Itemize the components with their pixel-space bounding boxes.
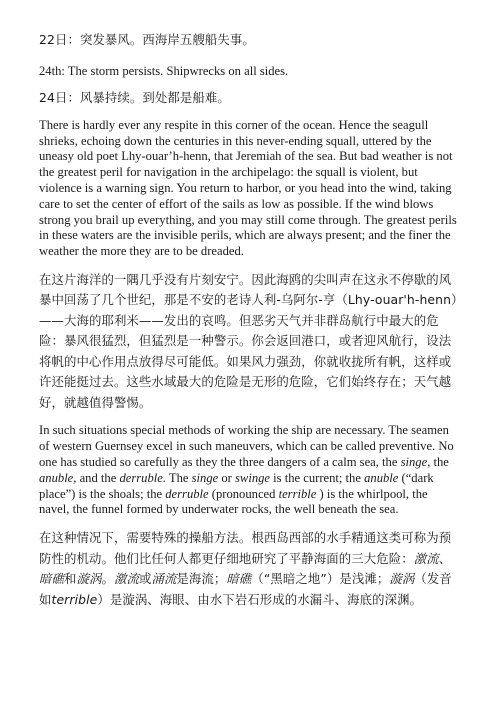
italic-term: 漩涡 — [76, 571, 102, 587]
italic-term: swinge — [235, 470, 271, 485]
ship-methods-paragraph-english — [39, 423, 461, 518]
italic-term: 暗礁 — [226, 571, 252, 587]
italic-term: 激流 — [113, 571, 139, 587]
italic-term: anuble — [364, 470, 399, 485]
text-run: 。 — [101, 571, 114, 587]
text-run: （“黑暗之地”）是浅滩； — [251, 571, 390, 587]
italic-term: 暗礁 — [39, 571, 64, 587]
text-run: ）是漩涡、海眼、由水下岩石形成的水漏斗、海底的深渊。 — [97, 591, 423, 607]
ship-methods-paragraph-chinese — [39, 528, 461, 610]
text-run: , and the — [73, 470, 120, 485]
text-run: 在这种情况下，需要特殊的操船方法。根西岛西部的水手精通这类可称为预防性的机动。他们比任何人都更仔细地研究了平静海面的三大危险： — [39, 530, 452, 566]
text-run: or — [218, 470, 236, 485]
italic-term: 涌流 — [151, 571, 177, 587]
italic-term: singe — [400, 455, 428, 470]
italic-term: derruble. — [119, 470, 166, 485]
text-run: 和 — [63, 571, 77, 587]
text-run: In such situations special methods of working the ship are necessary. The seamen of western Guernsey excel in such maneuvers, which can be called preventive. No one has studied so carefully as they the three dangers of a calm sea, the — [39, 423, 454, 470]
text-run: 、 — [438, 550, 452, 566]
italic-term: terrible — [278, 486, 317, 501]
italic-term: 漩涡 — [389, 571, 415, 587]
text-run: The — [165, 470, 192, 485]
text-run: ) is the whirlpool, the navel, the funnel formed by underwater rocks, the well beneath the sea. — [39, 486, 428, 517]
ocean-perils-paragraph-chinese: 在这片海洋的一隅几乎没有片刻安宁。因此海鸥的尖叫声在这永不停歇的风暴中回荡了几个世纪，那是不安的老诗人利-乌阿尔-亨（Lhy-ouar'h-henn）——大海的耶利米——发出的哀鸣。但恶劣天气并非群岛航行中最大的危险：暴风很猛烈，但猛烈是一种警示。你会返回港口，或者迎风航行，设法将帆的中心作用点放得尽可能低。如果风力强劲，你就收拢所有帆，这样或许还能挺过去。这些水域最大的危险是无形的危险，它们始终存在；天气越好，就越值得警惕。 — [39, 271, 458, 410]
italic-term: terrible — [51, 591, 98, 607]
text-run: is the current; the — [270, 470, 365, 485]
log-entry-22-chinese: 22日：突发暴风。西海岸五艘船失事。 — [39, 32, 255, 47]
ocean-perils-paragraph-english: There is hardly ever any respite in this corner of the ocean. Hence the seagull shrieks, echoing down the centuries in this never-ending squall, uttered by the uneasy old poet Lhy-ouar’h-henn, that Jeremiah of the sea. But bad weather is not the greatest peril for navigation in the archipelago: the squall is violent, but violence is a warning sign. You return to harbor, or you head into the wind, taking care to set the center of effort of the sails as low as possible. If the wind blows strong you brail up everything, and you may still come through. The greatest perils in these waters are the invisible perils, which are always present; and the finer the weather the more they are to be dreaded. — [39, 117, 457, 259]
text-run: 或 — [138, 571, 152, 587]
text-run: （发音如 — [39, 571, 452, 607]
italic-term: singe — [191, 470, 219, 485]
log-entry-24-chinese: 24日：风暴持续。到处都是船难。 — [39, 90, 230, 106]
italic-term: 激流 — [413, 550, 439, 566]
document-page — [39, 30, 461, 610]
text-run: (pronounced — [208, 486, 279, 501]
text-run: (“dark place”) is the shoals; the — [39, 470, 434, 501]
italic-term: derruble — [165, 486, 209, 501]
log-entry-24-english: 24th: The storm persists. Shipwrecks on all sides. — [39, 63, 289, 78]
text-run: 是海流； — [176, 571, 227, 587]
italic-term: anuble — [39, 470, 74, 485]
text-run: , the — [427, 455, 449, 470]
